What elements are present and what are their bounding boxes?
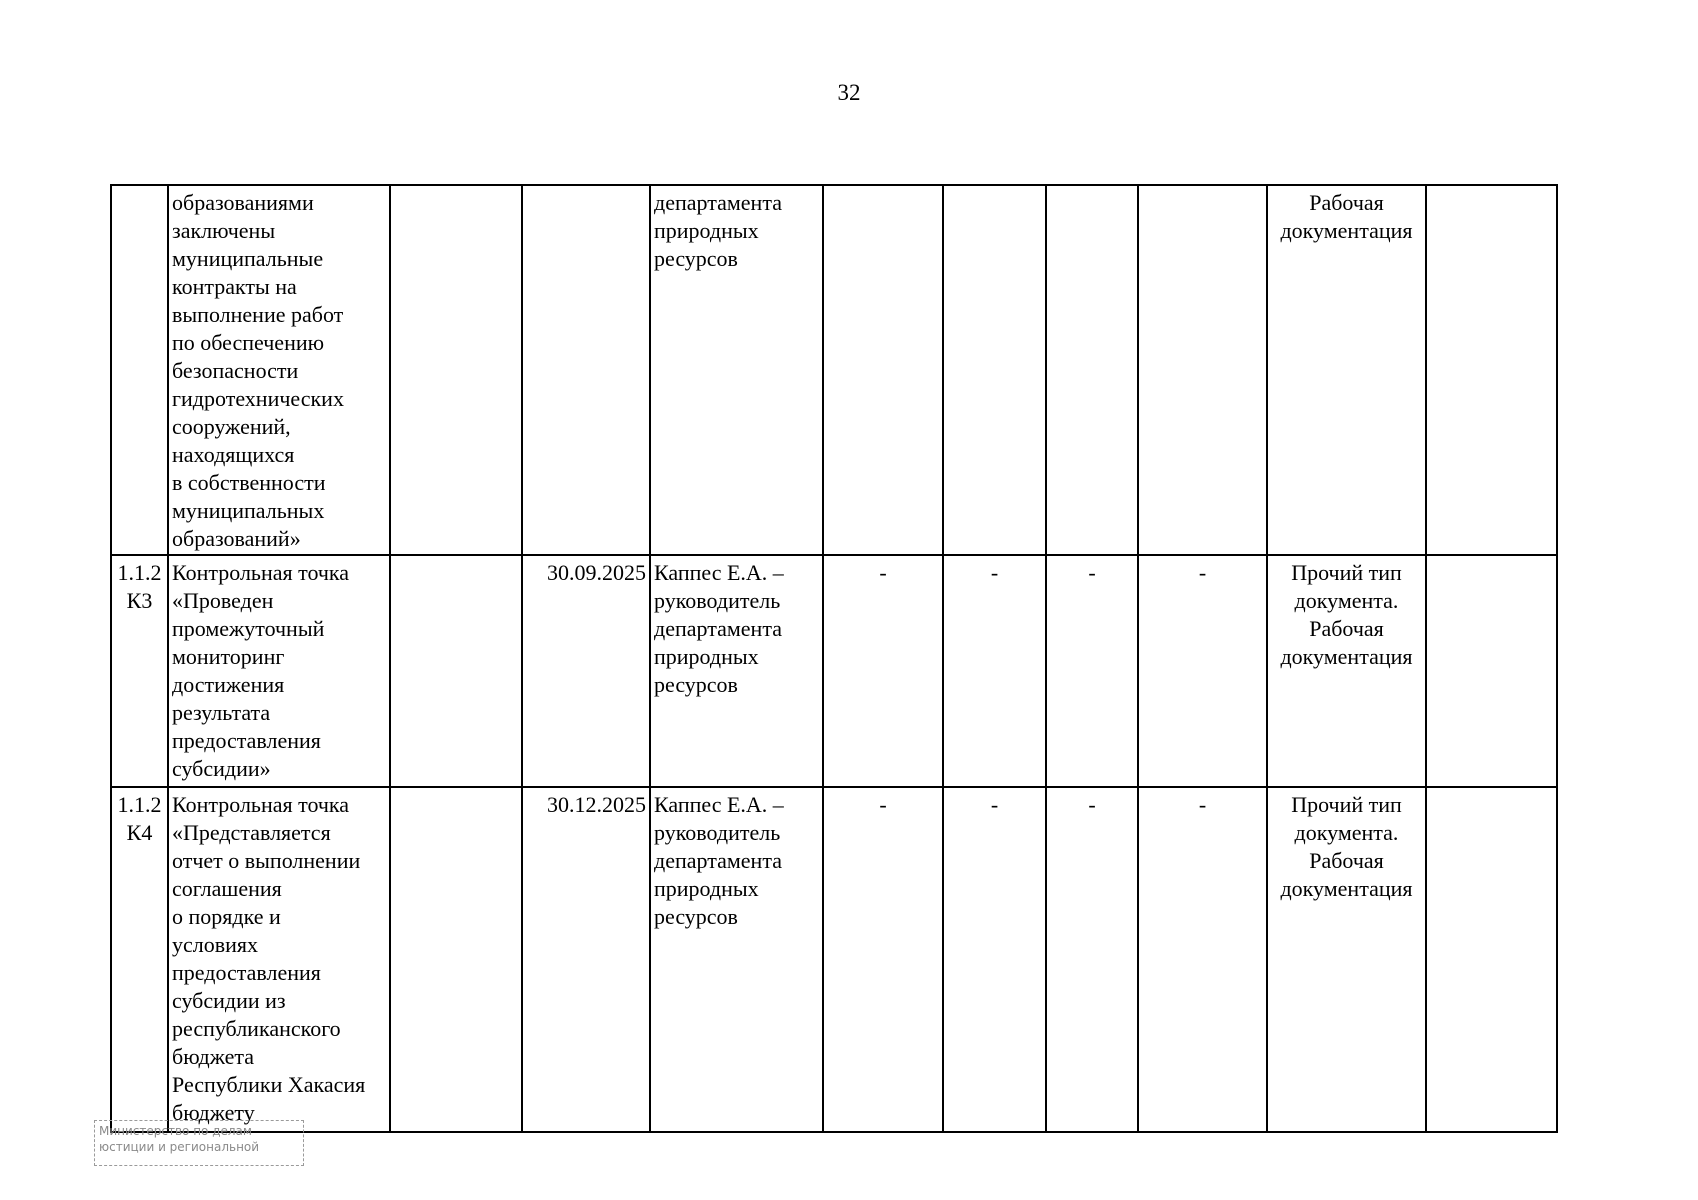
cell-event-name-line: субсидии из [172, 988, 286, 1013]
cell-value-4 [1138, 185, 1267, 555]
cell-document-type-line: документация [1280, 644, 1413, 669]
cell-event-name-line: предоставления [172, 960, 321, 985]
cell-start-date [390, 185, 522, 555]
cell-responsible-line: руководитель [654, 820, 781, 845]
cell-event-name-line: контракты на [172, 274, 297, 299]
cell-value-1 [823, 185, 943, 555]
cell-responsible-line: департамента [654, 190, 782, 215]
cell-event-name [168, 555, 390, 787]
cell-event-name-line: муниципальных [172, 498, 325, 523]
cell-number-line: К3 [126, 588, 153, 613]
cell-event-name-line: республиканского [172, 1016, 341, 1041]
cell-event-name-line: находящихся [172, 442, 295, 467]
cell-value-3: - [1046, 787, 1138, 1132]
cell-responsible [650, 555, 823, 787]
cell-number-line: 1.1.2 [117, 560, 162, 585]
cell-event-name-line: бюджета [172, 1044, 255, 1069]
cell-event-name-line: безопасности [172, 358, 299, 383]
cell-value-2: - [943, 787, 1046, 1132]
cell-event-name-line: выполнение работ [172, 302, 344, 327]
table-row [111, 787, 1557, 1132]
cell-responsible-line: ресурсов [654, 672, 738, 697]
cell-document-type-line: Рабочая [1309, 190, 1384, 215]
cell-document-type-line: Рабочая [1309, 848, 1384, 873]
cell-value-3: - [1046, 555, 1138, 787]
cell-start-date [390, 787, 522, 1132]
cell-document-type-line: документация [1280, 218, 1413, 243]
cell-responsible-line: природных [654, 644, 759, 669]
cell-event-name-line: «Представляется [172, 820, 331, 845]
cell-number [111, 787, 168, 1132]
cell-event-name-line: в собственности [172, 470, 326, 495]
cell-event-name-line: образований» [172, 526, 301, 551]
cell-responsible-line: ресурсов [654, 246, 738, 271]
stamp-line-1: Министерство по делам [99, 1124, 252, 1138]
cell-event-name-line: гидротехнических [172, 386, 344, 411]
cell-document-type [1267, 185, 1426, 555]
cell-info-system [1426, 185, 1557, 555]
cell-document-type-line: документа. [1294, 588, 1399, 613]
cell-event-name-line: соглашения [172, 876, 282, 901]
cell-value-1: - [823, 555, 943, 787]
cell-event-name-line: бюджету [172, 1100, 255, 1125]
cell-responsible-line: Каппес Е.А. – [654, 560, 784, 585]
cell-value-4: - [1138, 787, 1267, 1132]
cell-responsible [650, 787, 823, 1132]
cell-document-type-line: Прочий тип [1291, 560, 1402, 585]
cell-event-name-line: Республики Хакасия [172, 1072, 366, 1097]
cell-responsible-line: природных [654, 876, 759, 901]
cell-value-1: - [823, 787, 943, 1132]
cell-event-name-line: «Проведен [172, 588, 274, 613]
cell-event-name-line: по обеспечению [172, 330, 325, 355]
cell-event-name-line: образованиями [172, 190, 314, 215]
cell-event-name-line: Контрольная точка [172, 560, 350, 585]
table-row [111, 185, 1557, 555]
cell-event-name [168, 185, 390, 555]
cell-number-line: 1.1.2 [117, 792, 162, 817]
cell-event-name-line: предоставления [172, 728, 321, 753]
cell-document-type-line: документа. [1294, 820, 1399, 845]
cell-responsible-line: руководитель [654, 588, 781, 613]
cell-event-name [168, 787, 390, 1132]
cell-start-date [390, 555, 522, 787]
page-number: 32 [837, 80, 861, 105]
cell-event-name-line: сооружений, [172, 414, 291, 439]
cell-event-name-line: условиях [172, 932, 259, 957]
cell-end-date [522, 185, 650, 555]
cell-event-name-line: субсидии» [172, 756, 271, 781]
cell-responsible-line: природных [654, 218, 759, 243]
cell-number-line: К4 [126, 820, 153, 845]
cell-info-system [1426, 555, 1557, 787]
cell-document-type-line: документация [1280, 876, 1413, 901]
cell-event-name-line: муниципальные [172, 246, 324, 271]
plan-table [110, 184, 1558, 1133]
cell-document-type-line: Прочий тип [1291, 792, 1402, 817]
cell-value-4: - [1138, 555, 1267, 787]
cell-responsible-line: департамента [654, 848, 782, 873]
cell-value-3 [1046, 185, 1138, 555]
cell-event-name-line: достижения [172, 672, 285, 697]
cell-event-name-line: заключены [172, 218, 276, 243]
table-row [111, 555, 1557, 787]
cell-value-2 [943, 185, 1046, 555]
cell-event-name-line: результата [172, 700, 271, 725]
cell-document-type-line: Рабочая [1309, 616, 1384, 641]
cell-event-name-line: Контрольная точка [172, 792, 350, 817]
stamp-line-2: юстиции и региональной [99, 1140, 260, 1154]
cell-document-type [1267, 555, 1426, 787]
cell-event-name-line: о порядке и [172, 904, 281, 929]
cell-event-name-line: отчет о выполнении [172, 848, 361, 873]
cell-responsible-line: Каппес Е.А. – [654, 792, 784, 817]
cell-responsible-line: департамента [654, 616, 782, 641]
registration-stamp [94, 1120, 304, 1166]
cell-value-2: - [943, 555, 1046, 787]
cell-responsible-line: ресурсов [654, 904, 738, 929]
cell-responsible [650, 185, 823, 555]
cell-info-system [1426, 787, 1557, 1132]
cell-number [111, 185, 168, 555]
cell-number [111, 555, 168, 787]
cell-end-date: 30.09.2025 [522, 555, 650, 787]
cell-end-date: 30.12.2025 [522, 787, 650, 1132]
cell-document-type [1267, 787, 1426, 1132]
cell-event-name-line: мониторинг [172, 644, 285, 669]
cell-event-name-line: промежуточный [172, 616, 325, 641]
